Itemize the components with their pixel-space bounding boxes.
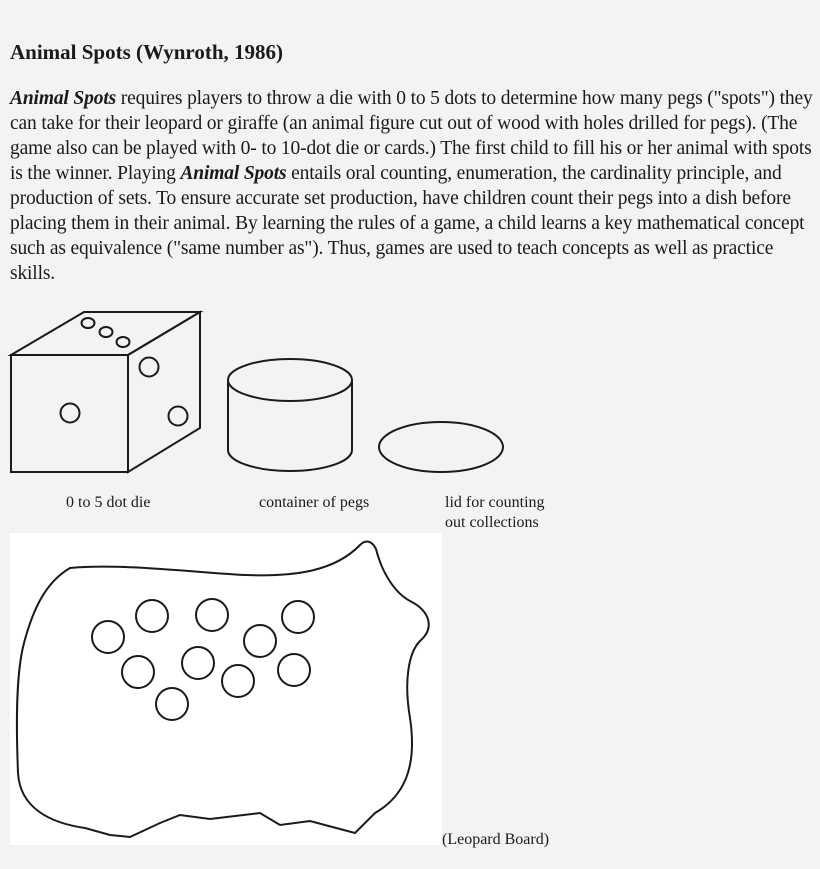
die-side-face (128, 312, 200, 472)
container-body (228, 380, 352, 471)
spot-hole (136, 600, 168, 632)
container-rim (228, 359, 352, 401)
description-paragraph (10, 86, 815, 286)
caption-board: (Leopard Board) (442, 831, 550, 848)
die-dot (61, 404, 80, 423)
lid-drawing (379, 422, 503, 472)
spot-hole (282, 601, 314, 633)
caption-lid-line2: out collections (445, 514, 539, 531)
spot-hole (122, 656, 154, 688)
spot-hole (156, 688, 188, 720)
spot-hole (182, 647, 214, 679)
leopard-board-figure (10, 533, 442, 845)
paragraph-text-1: requires players to throw a die with 0 to 5 dots to determine how many pegs ("spots") they can take for their leopard or giraffe (an animal figure cut out of wood with holes drilled for pegs). (The game also can be played with 0- to 10-dot die or cards.) The first child to fill his or her animal with spots is the winner. Playing (10, 88, 813, 184)
caption-container: container of pegs (259, 494, 370, 511)
caption-die: 0 to 5 dot die (66, 494, 151, 511)
spot-hole (196, 599, 228, 631)
game-title-2: Animal Spots (180, 163, 287, 184)
game-title-1: Animal Spots (10, 88, 117, 109)
game-materials-figure (0, 300, 560, 490)
die-front-face (11, 355, 128, 472)
die-top-face (11, 312, 200, 355)
leopard-board-outline (17, 542, 429, 837)
spot-hole (222, 665, 254, 697)
paragraph-text-2: entails oral counting, enumeration, the cardinality principle, and production of sets. To ensure accurate set production, have children count their pegs into a dish before placing them in their animal. By learning the rules of a game, a child learns a key mathematical concept such as equivalence ("same number as"). Thus, games are used to teach concepts as well as practice skills. (10, 163, 805, 284)
die-dot (82, 318, 95, 328)
heading: Animal Spots (Wynroth, 1986) (10, 40, 284, 64)
die-dot (169, 407, 188, 426)
container-drawing (228, 359, 352, 471)
spot-hole (92, 621, 124, 653)
die-dot (117, 337, 130, 347)
caption-lid-line1: lid for counting (445, 494, 545, 511)
die-drawing (11, 312, 200, 472)
die-dot (140, 358, 159, 377)
die-dot (100, 327, 113, 337)
spot-hole (244, 625, 276, 657)
spot-holes (92, 599, 314, 720)
spot-hole (278, 654, 310, 686)
